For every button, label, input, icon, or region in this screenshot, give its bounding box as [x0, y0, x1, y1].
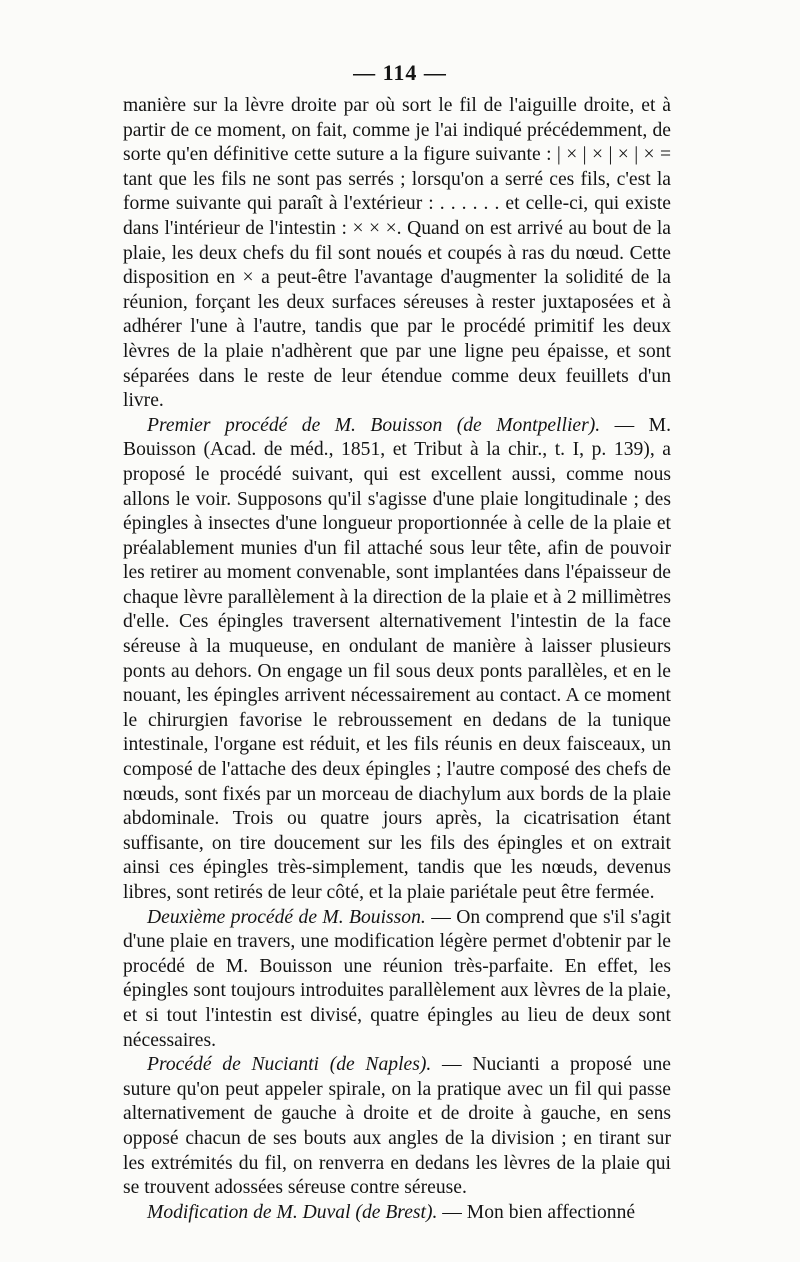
section-heading: Premier procédé de M. Bouisson (de Montpellier).	[147, 414, 601, 436]
paragraph-bouisson-first	[123, 414, 671, 906]
paragraph-text: — Nucianti a proposé une suture qu'on peut appeler spirale, on la pratique avec un fil qui passe alternativement de gauche à droite et de droite à gauche, en sens opposé chacun de ses bouts aux angles de la division ; en tirant sur les extrémités du fil, on renverra en dedans les lèvres de la plaie qui se trouvent adossées séreuse contre séreuse.	[123, 1054, 671, 1199]
paragraph-text: — M. Bouisson (Acad. de méd., 1851, et Tribut à la chir., t. I, p. 139), a proposé le procédé suivant, qui est excellent aussi, comme nous allons le voir. Supposons qu'il s'agisse d'une plaie longitudinale ; des épingles à insectes d'une longueur proportionnée à celle de la plaie et préalablement munies d'un fil attaché sous leur tête, afin de pouvoir les retirer au moment convenable, sont implantées dans l'épaisseur de chaque lèvre parallèlement à la direction de la plaie et à 2 millimètres d'elle. Ces épingles traversent alternativement l'intestin de la face séreuse à la muqueuse, en ondulant de manière à laisser plusieurs ponts au dehors. On engage un fil sous deux ponts parallèles, et en le nouant, les épingles arrivent nécessairement au contact. A ce moment le chirurgien favorise le rebroussement en dedans de la tunique intestinale, l'organe est réduit, et les fils réunis en deux faisceaux, un composé de l'attache des deux épingles ; l'autre composé des chefs de nœuds, sont fixés par un morceau de diachylum aux bords de la plaie abdominale. Trois ou quatre jours après, la cicatrisation étant suffisante, on tire doucement sur les fils des épingles et on extrait ainsi ces épingles très-simplement, tandis que les nœuds, devenus libres, sont retirés de leur côté, et la plaie pariétale peut être fermée.	[123, 414, 671, 903]
paragraph-continuation	[123, 94, 671, 414]
paragraph-text: — Mon bien affectionné	[442, 1201, 636, 1223]
page-number: — 114 —	[353, 60, 447, 85]
body-text	[123, 94, 671, 1225]
paragraph-nucianti	[123, 1053, 671, 1201]
paragraph-duval	[123, 1201, 671, 1226]
section-heading: Modification de M. Duval (de Brest).	[147, 1201, 438, 1223]
paragraph-bouisson-second	[123, 906, 671, 1054]
section-heading: Deuxième procédé de M. Bouisson.	[147, 906, 426, 928]
paragraph-text: manière sur la lèvre droite par où sort le fil de l'aiguille droite, et à partir de ce moment, on fait, comme je l'ai indiqué précédemment, de sorte qu'en définitive cette suture a la figure suivante : | × | × | × | × = tant que les fils ne sont pas serrés ; lorsqu'on a serré ces fils, c'est la forme suivante qui paraît à l'extérieur : . . . . . . et celle-ci, qui existe dans l'intérieur de l'intestin : × × ×. Quand on est arrivé au bout de la plaie, les deux chefs du fil sont noués et coupés à ras du nœud. Cette disposition en × a peut-être l'avantage d'augmenter la solidité de la réunion, forçant les deux surfaces séreuses à rester juxtaposées et à adhérer l'une à l'autre, tandis que par le procédé primitif les deux lèvres de la plaie n'adhèrent que par une ligne peu épaisse, et sont séparées dans le reste de leur étendue comme deux feuillets d'un livre.	[123, 95, 671, 412]
paragraph-text: — On comprend que s'il s'agit d'une plaie en travers, une modification légère permet d'obtenir par le procédé de M. Bouisson une réunion très-parfaite. En effet, les épingles sont toujours introduites parallèlement aux lèvres de la plaie, et si tout l'intestin est divisé, quatre épingles au lieu de deux sont nécessaires.	[123, 906, 671, 1051]
section-heading: Procédé de Nucianti (de Naples).	[147, 1054, 432, 1076]
